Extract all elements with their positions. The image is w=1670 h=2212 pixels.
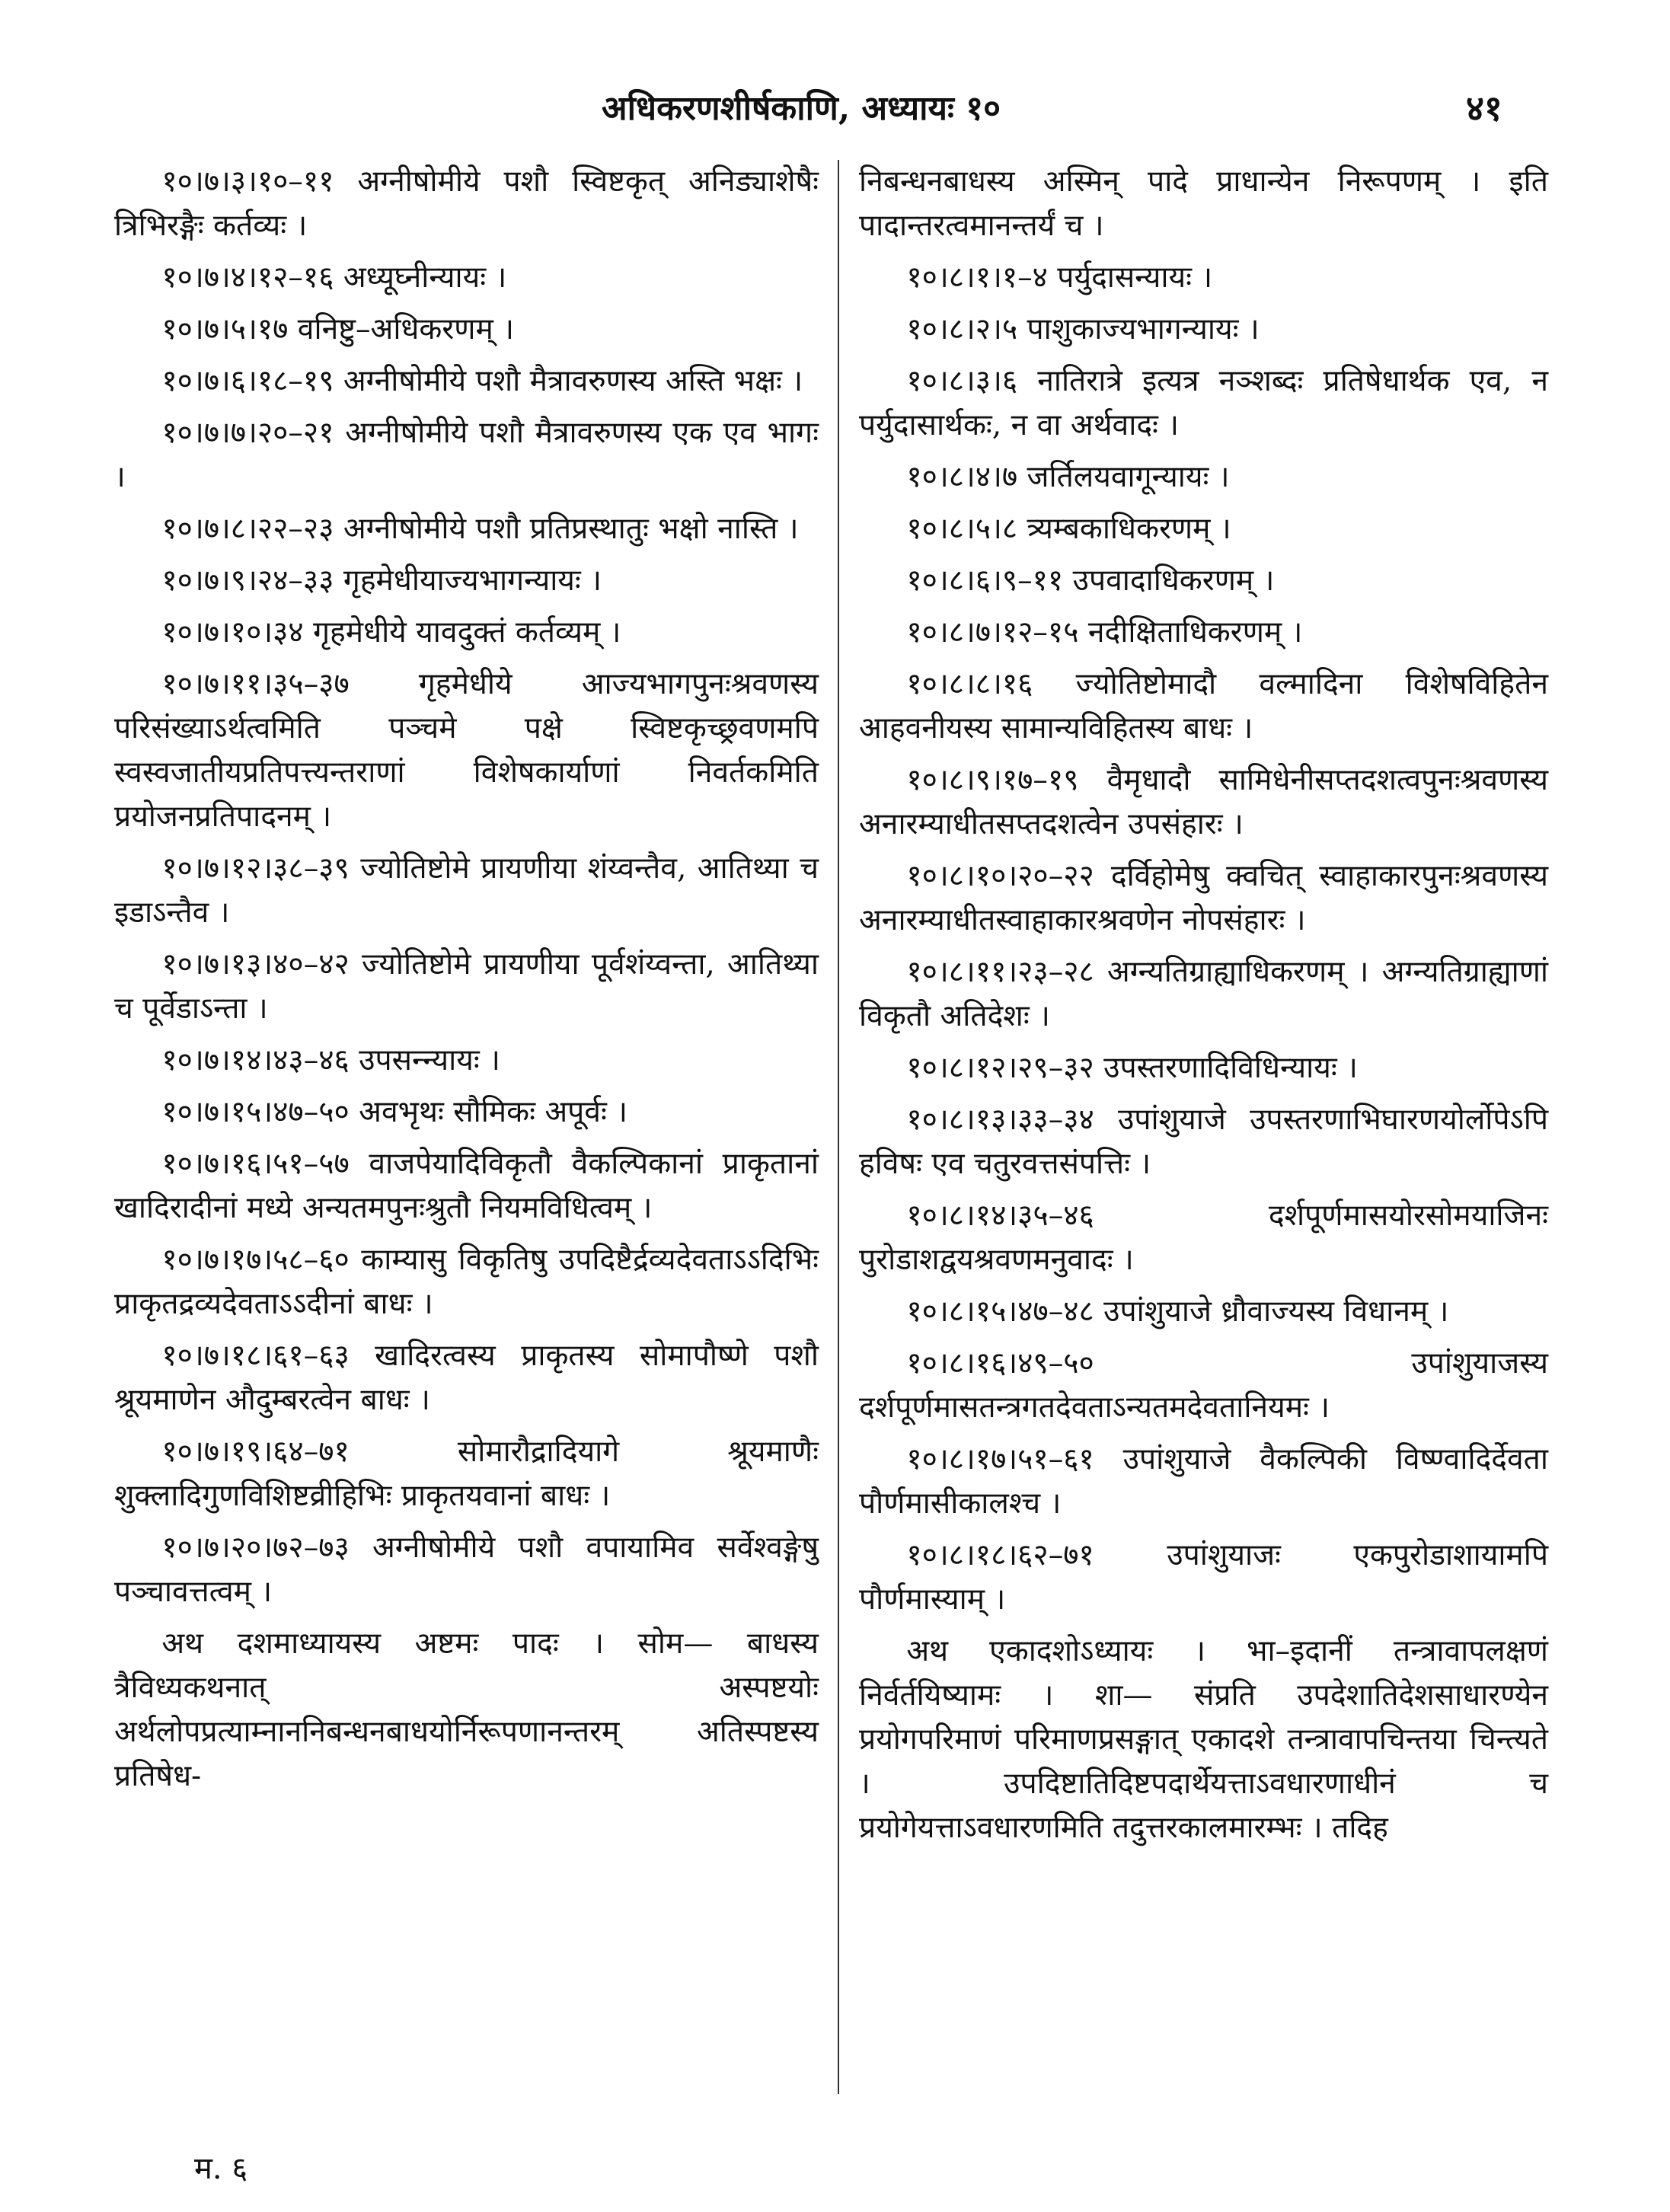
list-item: १०।७।१५।४७–५० अवभृथः सौमिकः अपूर्वः ।: [161, 1095, 628, 1129]
right-column: [859, 160, 1548, 2109]
list-item: १०।८।१७।५१–६१ उपांशुयाजे वैकल्पिकी विष्ण्वादिर्देवता पौर्णमासीकालश्च ।: [859, 1442, 1548, 1521]
list-item: १०।८।११।२३–२८ अग्न्यतिग्राह्याधिकरणम् । अग्न्यतिग्राह्याणां विकृतौ अतिदेशः ।: [859, 955, 1548, 1033]
list-item: १०।८।१३।३३–३४ उपांशुयाजे उपस्तरणाभिघारणयोर्लोपेऽपि हविषः एव चतुरवत्तसंपत्तिः ।: [859, 1103, 1548, 1181]
list-item: १०।७।५।१७ वनिष्टु–अधिकरणम् ।: [161, 312, 514, 346]
list-item: १०।७।११।३५–३७ गृहमेधीये आज्यभागपुनःश्रवणस्य परिसंख्याऽर्थत्वमिति पञ्चमे पक्षे स्विष्टकृच्छ्रवणमपि स्वस्वजातीयप्रतिपत्त्यन्तराणां विशेषकार्याणां निवर्तकमिति प्रयोजनप्रतिपादनम् ।: [114, 667, 819, 834]
list-item: १०।८।१५।४७–४८ उपांशुयाजे ध्रौवाज्यस्य विधानम् ।: [906, 1294, 1449, 1329]
list-item: १०।८।९।१७–१९ वैमृधादौ सामिधेनीसप्तदशत्वपुनःश्रवणस्य अनारम्याधीतसप्तदशत्वेन उपसंहारः ।: [859, 763, 1548, 841]
section-heading-paragraph: अथ एकादशोऽध्यायः । भा–इदानीं तन्त्रावापलक्षणं निर्वर्तयिष्यामः । शा— संप्रति उपदेशातिदेशसाधारण्येन प्रयोगपरिमाणं परिमाणप्रसङ्गात् एकादशे तन्त्रावापचिन्तया चिन्त्यते । उपदिष्टातिदिष्टपदार्थेयत्ताऽवधारणाधीनं च प्रयोगेयत्ताऽवधारणमिति तदुत्तरकालमारम्भः । तदिह: [859, 1634, 1548, 1845]
list-item: १०।८।६।९–११ उपवादाधिकरणम् ।: [906, 563, 1275, 598]
section-heading-paragraph: अथ दशमाध्यायस्य अष्टमः पादः । सोम— बाधस्य त्रैविध्यकथनात् अस्पष्टयोः अर्थलोपप्रत्याम्नाननिबन्धनबाधयोर्निरूपणानन्तरम् अतिस्पष्टस्य प्रतिषेध-: [114, 1626, 819, 1793]
list-item: १०।८।१।१–४ पर्युदासन्यायः ।: [906, 260, 1213, 295]
list-item: १०।७।७।२०–२१ अग्नीषोमीये पशौ मैत्रावरुणस्य एक एव भागः ।: [114, 416, 819, 494]
list-item: १०।७।१७।५८–६० काम्यासु विकृतिषु उपदिष्टैर्द्रव्यदेवताऽऽदिभिः प्राकृतद्रव्यदेवताऽऽदीनां बाधः ।: [114, 1243, 819, 1321]
list-item: १०।७।९।२४–३३ गृहमेधीयाज्यभागन्यायः ।: [161, 563, 602, 598]
page-number: ४१: [1466, 88, 1502, 129]
list-item: १०।७।४।१२–१६ अध्यूघ्नीन्यायः ।: [161, 260, 507, 295]
list-item: १०।७।६।१८–१९ अग्नीषोमीये पशौ मैत्रावरुणस्य अस्ति भक्षः ।: [161, 364, 803, 398]
list-item: १०।७।२०।७२–७३ अग्नीषोमीये पशौ वपायामिव सर्वेश्वङ्गेषु पञ्चावत्तत्वम् ।: [114, 1531, 819, 1609]
list-item: १०।७।३।१०–११ अग्नीषोमीये पशौ स्विष्टकृत् अनिड्याशेषैः त्रिभिरङ्गैः कर्तव्यः ।: [114, 164, 819, 243]
list-item: १०।७।१६।५१–५७ वाजपेयादिविकृतौ वैकल्पिकानां प्राकृतानां खादिरादीनां मध्ये अन्यतमपुनःश्रुतौ नियमविधित्वम् ।: [114, 1147, 819, 1225]
list-item: १०।८।१२।२९–३२ उपस्तरणादिविधिन्यायः ।: [906, 1051, 1358, 1085]
list-item: १०।८।१६।४९–५० उपांशुयाजस्य दर्शपूर्णमासतन्त्रगतदेवताऽन्यतमदेवतानियमः ।: [859, 1346, 1548, 1425]
page-header: [0, 84, 1670, 129]
list-item: १०।८।३।६ नातिरात्रे इत्यत्र नञ्शब्दः प्रतिषेधार्थक एव, न पर्युदासार्थकः, न वा अर्थवादः ।: [859, 364, 1548, 442]
list-item: १०।८।१८।६२–७१ उपांशुयाजः एकपुरोडाशायामपि पौर्णमास्याम् ।: [859, 1538, 1548, 1617]
list-item: १०।८।४।७ जर्तिलयवागून्यायः ।: [906, 460, 1230, 494]
list-item: १०।७।१४।४३–४६ उपसन्न्यायः ।: [161, 1043, 500, 1077]
list-item: १०।८।८।१६ ज्योतिष्टोमादौ वल्मादिना विशेषविहितेन आहवनीयस्य सामान्यविहितस्य बाधः ।: [859, 667, 1548, 745]
left-column: [114, 160, 819, 2109]
list-item: १०।७।१३।४०–४२ ज्योतिष्टोमे प्रायणीया पूर्वशंय्वन्ता, आतिथ्या च पूर्वेडाऽन्ता ।: [114, 947, 819, 1026]
list-item: १०।७।८।२२–२३ अग्नीषोमीये पशौ प्रतिप्रस्थातुः भक्षो नास्ति ।: [161, 512, 799, 546]
footer-signature: म. ६: [194, 2151, 248, 2186]
list-item: १०।७।१२।३८–३९ ज्योतिष्टोमे प्रायणीया शंय्वन्तैव, आतिथ्या च इडाऽन्तैव ।: [114, 851, 819, 930]
list-item: १०।८।५।८ त्र्यम्बकाधिकरणम् ।: [906, 512, 1231, 546]
column-divider: [838, 160, 839, 2094]
list-item: १०।८।१४।३५–४६ दर्शपूर्णमासयोरसोमयाजिनः पुरोडाशद्वयश्रवणमनुवादः ।: [859, 1199, 1548, 1277]
list-item: १०।७।१८।६१–६३ खादिरत्वस्य प्राकृतस्य सोमापौष्णे पशौ श्रूयमाणेन औदुम्बरत्वेन बाधः ।: [114, 1339, 819, 1417]
list-item: १०।७।१०।३४ गृहमेधीये यावदुक्तं कर्तव्यम् ।: [161, 615, 621, 650]
list-item: १०।७।१९।६४–७१ सोमारौद्रादियागे श्रूयमाणैः शुक्लादिगुणविशिष्टव्रीहिभिः प्राकृतयवानां बाधः ।: [114, 1435, 819, 1513]
list-item: १०।८।७।१२–१५ नदीक्षिताधिकरणम् ।: [906, 615, 1303, 650]
list-item: १०।८।१०।२०–२२ दर्विहोमेषु क्वचित् स्वाहाकारपुनःश्रवणस्य अनारम्याधीतस्वाहाकारश्रवणेन नोपसंहारः ।: [859, 859, 1548, 937]
running-title: अधिकरणशीर्षकाणि, अध्यायः १०: [602, 89, 1001, 128]
list-item: निबन्धनबाधस्य अस्मिन् पादे प्राधान्येन निरूपणम् । इति पादान्तरत्वमानन्तर्यं च ।: [859, 164, 1548, 243]
list-item: १०।८।२।५ पाशुकाज्यभागन्यायः ।: [906, 312, 1260, 346]
